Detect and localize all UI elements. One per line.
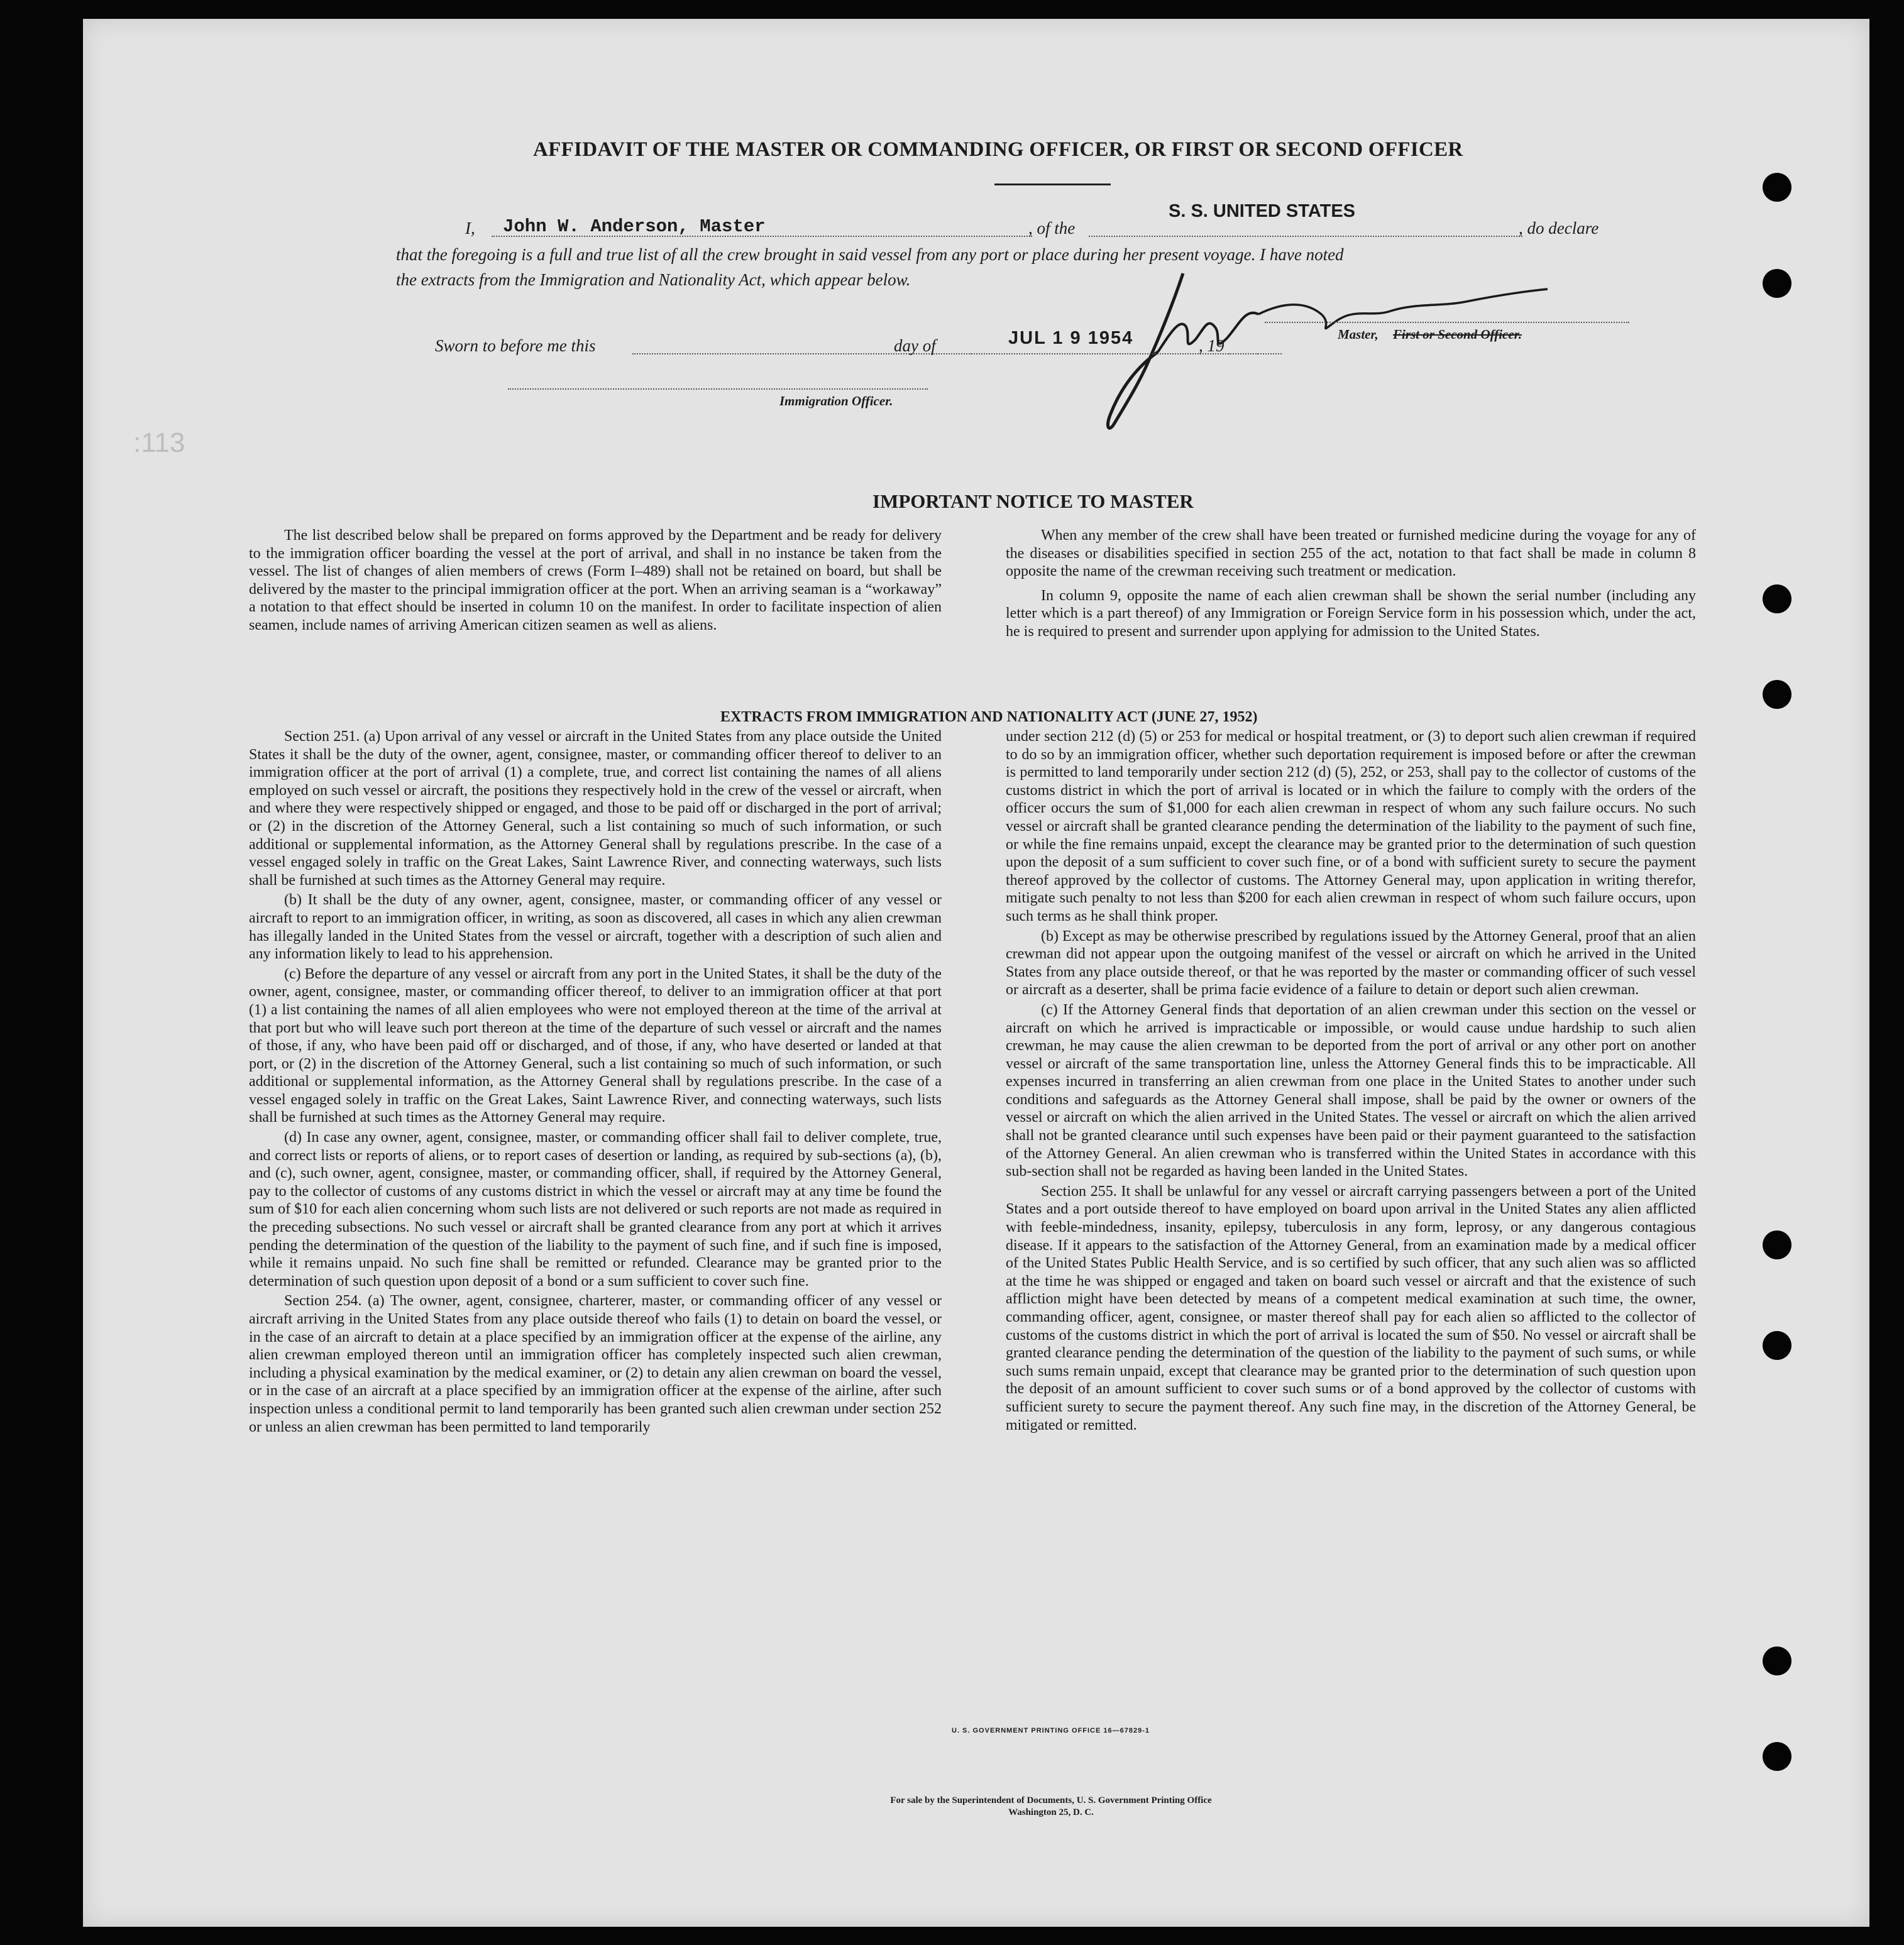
notice-left-column [249,527,942,641]
declaration-line-2: the extracts from the Immigration and Nationality Act, which appear below. [396,270,911,289]
section-255: Section 255. It shall be unlawful for any vessel or aircraft carrying passengers between a port of the United States and a port outside thereof to have employed on board upon arrival in the United States any alien afflicted with feeble-mindedness, insanity, epilepsy, tuberculosis in any form, leprosy, or any dangerous contagious disease. If it appears to the satisfaction of the Attorney General, from an examination made by a medical officer of the United States Public Health Service, and is so certified by such officer, that any such alien was so afflicted at the time he was shipped or engaged and taken on board such vessel or aircraft and that the existence of such affliction might have been detected by means of a competent medical examination at such time, the owner, commanding officer, agent, consignee, or master thereof shall pay for each alien so afflicted to the collector of customs of the customs district in which the port of arrival is located the sum of $50. No vessel or aircraft shall be granted clearance pending the determination of the question of the liability to the payment of such sums, or while such sums remain unpaid, except that clearance may be granted prior to the determination of such question upon the deposit of an amount sufficient to cover such sums or of a bond approved by the collector of customs with sufficient surety to secure the payment thereof. Any such fine may, in the discretion of the Attorney General, be mitigated or remitted. [1006,1183,1696,1433]
punch-hole [1763,1331,1791,1360]
section-254-a-continued: under section 212 (d) (5) or 253 for medical or hospital treatment, or (3) to deport such alien crewman if required to do so by an immigration officer, whether such deportation requirement is imposed before or after the crewman is permitted to land temporarily under section 212 (d) (5), 252, or 253, shall pay to the collector of customs of the customs district in which the port of arrival is located or in which the failure to comply with the orders of the officer occurs the sum of $1,000 for each alien crewman in respect of whom any such failure occurs. No such vessel or aircraft shall be granted clearance pending the determination of the liability to the payment of such fine, or while the fine remains unpaid, except the clearance may be granted prior to the determination of such question upon the deposit of a sum sufficient to cover such fine, or of a bond with sufficient surety to secure the payment thereof approved by the collector of customs. The Attorney General may, upon application in writing therefor, mitigate such penalty to not less than $200 for each alien crewman in respect of whom such failure occurs, upon such terms as he shall think proper. [1006,728,1696,924]
vessel-name-line [1089,236,1522,237]
extracts-right-column [1006,728,1696,1436]
punch-hole [1763,584,1791,613]
i-prefix: I, [465,219,475,238]
document-page [83,19,1869,1927]
notice-title: IMPORTANT NOTICE TO MASTER [872,490,1194,512]
date-stamp: JUL 1 9 1954 [1008,328,1134,348]
affidavit-title: AFFIDAVIT OF THE MASTER OR COMMANDING OFFICER, OR FIRST OR SECOND OFFICER [533,138,1463,161]
section-254-a: Section 254. (a) The owner, agent, consignee, charterer, master, or commanding officer of any vessel or aircraft arriving in the United States from any place outside thereof who fails (1) to detain on board the vessel, or in the case of an aircraft to detain at a place specified by an immigration officer at the expense of the airline, any alien crewman employed thereon until an immigration officer has completely inspected such alien crewman, including a physical examination by the medical examiner, or (2) to detain any alien crewman on board the vessel, or in the case of an aircraft at a place specified by an immigration officer at the expense of the airline, after such inspection unless a conditional permit to land temporarily has been granted such alien crewman under section 252 or unless an alien crewman has been permitted to land temporarily [249,1293,942,1435]
bleed-through-mark: :113 [133,427,185,458]
extracts-title: EXTRACTS FROM IMMIGRATION AND NATIONALITY ACT (JUNE 27, 1952) [720,709,1258,725]
do-declare-label: , do declare [1519,219,1599,238]
section-254-c: (c) If the Attorney General finds that deportation of an alien crewman under this section on the vessel or aircraft on which he arrived is impracticable or impossible, or would cause undue hardship to such alien crewman, he may cause the alien crewman to be deported from the port of arrival or any other port on another vessel or aircraft of the same transportation line, unless the Attorney General finds this to be impracticable. All expenses incurred in transferring an alien crewman from one place in the United States to another under such conditions and safeguards as the Attorney General shall impose, shall be paid by the owner or owners of the vessel or aircraft on which the alien arrived in the United States. The vessel or aircraft on which the alien arrived shall not be granted clearance until such expenses have been paid or their payment guaranteed to the satisfaction of the Attorney General. An alien crewman who is transferred within the United States in accordance with this sub-section shall not be regarded as having been landed in the United States. [1006,1001,1696,1180]
master-signature [1051,258,1604,440]
section-251-d: (d) In case any owner, agent, consignee, master, or commanding officer shall fail to deliver complete, true, and correct lists or reports of aliens, or to report cases of desertion or landing, as required by sub-sections (a), (b), and (c), such owner, agent, consignee, master, or commanding officer, shall, if required by the Attorney General, pay to the collector of customs of any customs district in which the vessel or aircraft may at any time be found the sum of $10 for each alien concerning whom such lists are not delivered or such reports are not made as required in the preceding subsections. No such vessel or aircraft shall be granted clearance from any port at which it arrives pending the determination of the question of the liability to the payment of such fine, and if such fine is imposed, while it remains unpaid. No such fine shall be remitted or refunded. Clearance may be granted prior to the determination of such question upon deposit of a bond or a sum sufficient to cover such fine. [249,1129,942,1290]
notice-right-paragraph-2: In column 9, opposite the name of each alien crewman shall be shown the serial number (including any letter which is a part thereof) of any Immigration or Foreign Service form in his possession which, under the act, he is required to present and surrender upon applying for admission to the United States. [1006,587,1696,640]
punch-hole [1763,1646,1791,1675]
declaration-line-1: that the foregoing is a full and true list of all the crew brought in said vessel from any port or place during her present voyage. I have noted [396,245,1344,264]
punch-hole [1763,173,1791,202]
section-251-a: Section 251. (a) Upon arrival of any vessel or aircraft in the United States from any place outside the United States it shall be the duty of the owner, agent, consignee, master, or commanding officer thereof to deliver to an immigration officer at the port of arrival (1) a complete, true, and correct list containing the names of all aliens employed on such vessel or aircraft, the positions they respectively hold in the crew of the vessel or aircraft, when and where they were respectively shipped or engaged, and those to be paid off or discharged in the port of arrival; or (2) in the discretion of the Attorney General, such a list containing so much of such information, or such additional or supplemental information, as the Attorney General shall by regulations prescribe. In the case of a vessel engaged solely in traffic on the Great Lakes, Saint Lawrence River, and connecting waterways, such lists shall be furnished at such times as the Attorney General may require. [249,728,942,889]
sworn-label: Sworn to before me this [435,336,596,355]
of-the-label: , of the [1028,219,1076,238]
punch-hole [1763,269,1791,298]
notice-left-paragraph: The list described below shall be prepared on forms approved by the Department and be ready for delivery to the immigration officer boarding the vessel at the port of arrival, and shall in no instance be taken from the vessel. The list of changes of alien members of crews (Form I–489) shall not be retained on board, but shall be delivered by the master to the principal immigration officer at the port. When an arriving seaman is a “workaway” a notation to that effect should be inserted in column 10 on the manifest. In order to facilitate inspection of alien seamen, include names of arriving American citizen seamen as well as aliens. [249,527,942,633]
section-254-b: (b) Except as may be otherwise prescribed by regulations issued by the Attorney General, proof that an alien crewman did not appear upon the outgoing manifest of the vessel or aircraft on which he arrived in the United States from any place outside thereof, or that he was reported by the master or commanding officer of such vessel or aircraft as a deserter, shall be prima facie evidence of a failure to detain or deport such alien crewman. [1006,928,1696,999]
title-divider [994,184,1111,185]
immigration-officer-label: Immigration Officer. [779,393,893,408]
sale-notice [712,1795,1390,1819]
signature-label-master: Master, [1338,327,1378,342]
section-251-b: (b) It shall be the duty of any owner, agent, consignee, master, or commanding officer of any vessel or aircraft to report to an immigration officer, in writing, as soon as discovered, all cases in which any alien crewman has illegally landed in the United States from the vessel or aircraft, together with a description of such alien and any information likely to lead to his apprehension. [249,892,942,963]
section-251-c: (c) Before the departure of any vessel or aircraft from any port in the United States, it shall be the duty of the owner, agent, consignee, master, or commanding officer thereof, to deliver to an immigration officer at that port (1) a list containing the names of all alien employees who were not employed thereon at the time of the arrival at that port but who will leave such port thereon at the time of the departure of such vessel or aircraft and the names of those, if any, who have been paid off or discharged, and of those, if any, who have deserted or landed at that port, or (2) in the discretion of the Attorney General, such a list containing so much of such information, or such additional or supplemental information, as the Attorney General shall by regulations prescribe. In the case of a vessel engaged solely in traffic on the Great Lakes, Saint Lawrence River, and connecting waterways, such lists shall be furnished at such times as the Attorney General may require. [249,965,942,1126]
signature-line [1265,322,1629,323]
punch-hole [1763,1742,1791,1771]
signature-label-struck: First or Second Officer. [1393,327,1522,342]
punch-hole [1763,680,1791,709]
immigration-officer-line [508,388,928,390]
sale-line-2: Washington 25, D. C. [1008,1807,1094,1817]
gpo-imprint: U. S. GOVERNMENT PRINTING OFFICE 16—67829-1 [952,1727,1150,1734]
vessel-name: S. S. UNITED STATES [1169,201,1356,221]
year-suffix: , 19 [1199,336,1224,355]
sale-line-1: For sale by the Superintendent of Documents, U. S. Government Printing Office [890,1795,1212,1805]
day-of-label: day of [894,336,936,355]
notice-right-column [1006,527,1696,647]
extracts-left-column [249,728,942,1438]
year-line [1228,353,1258,354]
notice-right-paragraph-1: When any member of the crew shall have been treated or furnished medicine during the voyage for any of the diseases or disabilities specified in section 255 of the act, notation to that fact shall be made in column 8 opposite the name of the crewman receiving such treatment or medication. [1006,527,1696,580]
master-name: John W. Anderson, Master [503,216,766,237]
punch-hole [1763,1230,1791,1259]
